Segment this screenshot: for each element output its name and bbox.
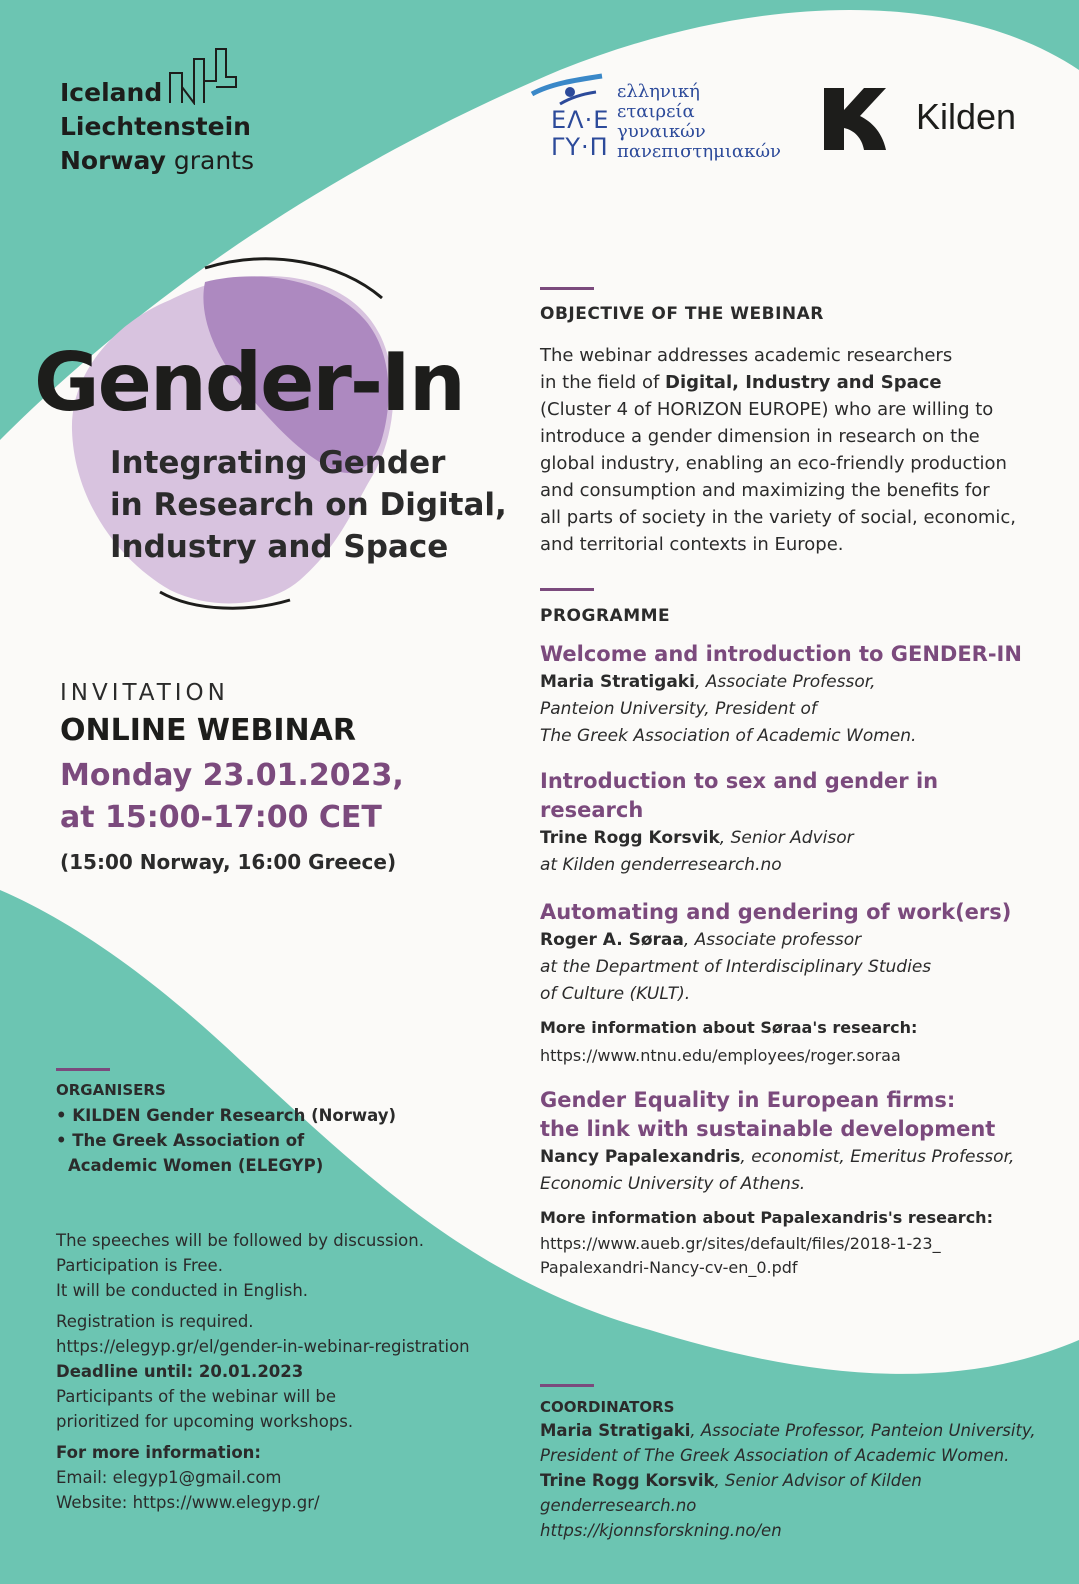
organisers-heading: ORGANISERS [56, 1081, 166, 1099]
objective-rule [540, 287, 594, 290]
coordinators-list [540, 1418, 1060, 1543]
more-info-label: More information about Søraa's research: [540, 1018, 918, 1037]
talk-title: Introduction to sex and gender in research [540, 769, 939, 822]
coordinator-item: Trine Rogg Korsvik, Senior Advisor of Kilden genderresearch.no [540, 1471, 922, 1515]
objective-line: and consumption and maximizing the benefits for [540, 480, 990, 501]
elegyp-line1: ελληνική [617, 81, 700, 102]
objective-line: introduce a gender dimension in research on the [540, 426, 980, 447]
research-link[interactable]: https://www.aueb.gr/sites/default/files/2018-1-23_ [540, 1234, 941, 1253]
info-line: The speeches will be followed by discussion. [56, 1231, 424, 1250]
elegyp-line2: εταιρεία [617, 101, 695, 122]
talk-title: Automating and gendering of work(ers) [540, 900, 1012, 924]
research-link-cont[interactable]: Papalexandri-Nancy-cv-en_0.pdf [540, 1258, 798, 1277]
talk-1 [540, 640, 1040, 750]
registration-deadline: Deadline until: 20.01.2023 [56, 1362, 304, 1381]
organisers-list [56, 1103, 396, 1178]
organiser-item-cont: Academic Women (ELEGYP) [68, 1156, 324, 1175]
kilden-wordmark: Kilden [916, 96, 1017, 137]
coordinators-heading: COORDINATORS [540, 1398, 675, 1416]
event-local-times: (15:00 Norway, 16:00 Greece) [60, 850, 397, 874]
elegyp-line3: γυναικών [617, 121, 706, 142]
eea-grants-word: grants [173, 146, 255, 175]
talk-speaker-detail: Economic University of Athens. [540, 1174, 806, 1194]
talk-speaker: Trine Rogg Korsvik, Senior Advisor [540, 828, 854, 848]
info-line: prioritized for upcoming workshops. [56, 1412, 354, 1431]
info-line: Participants of the webinar will be [56, 1387, 337, 1406]
webinar-type: ONLINE WEBINAR [60, 713, 356, 748]
organiser-item: • KILDEN Gender Research (Norway) [56, 1106, 397, 1125]
page-title: Gender-In [34, 336, 464, 429]
talk-4 [540, 1086, 1050, 1280]
talk-speaker-detail: at Kilden genderresearch.no [540, 855, 782, 875]
talk-speaker: Roger A. Søraa, Associate professor [540, 930, 862, 950]
practical-info [56, 1228, 470, 1515]
contact-email[interactable]: Email: elegyp1@gmail.com [56, 1468, 282, 1487]
page-subtitle [110, 442, 530, 568]
objective-line: in the field of Digital, Industry and Space [540, 372, 942, 393]
info-line: It will be conducted in English. [56, 1281, 309, 1300]
eea-line1: Iceland [60, 78, 163, 107]
elegyp-mark-top: ΕΛ·Ε [551, 106, 610, 134]
talk-speaker-detail: at the Department of Interdisciplinary Studies [540, 957, 932, 977]
programme-rule [540, 588, 594, 591]
invitation-label: INVITATION [60, 680, 229, 706]
talk-speaker: Nancy Papalexandris, economist, Emeritus Professor, [540, 1147, 1015, 1167]
elegyp-mark-bottom: ΓΥ·Π [551, 133, 609, 161]
objective-line: and territorial contexts in Europe. [540, 534, 844, 555]
research-link[interactable]: https://www.ntnu.edu/employees/roger.soraa [540, 1046, 901, 1065]
subtitle-line3: Industry and Space [110, 529, 449, 565]
subtitle-line2: in Research on Digital, [110, 487, 507, 523]
organisers-rule [56, 1068, 110, 1071]
objective-heading: OBJECTIVE OF THE WEBINAR [540, 304, 824, 324]
eea-skyline-icon [168, 47, 238, 105]
coordinator-link[interactable]: https://kjonnsforskning.no/en [540, 1521, 782, 1540]
talk-title: Gender Equality in European firms: [540, 1088, 956, 1112]
event-datetime [60, 755, 404, 839]
info-line: Participation is Free. [56, 1256, 223, 1275]
event-time: at 15:00-17:00 CET [60, 800, 382, 835]
registration-link[interactable]: https://elegyp.gr/el/gender-in-webinar-registration [56, 1337, 470, 1356]
objective-line: The webinar addresses academic researchers [540, 345, 953, 366]
coordinator-item: Maria Stratigaki, Associate Professor, Panteion University, [540, 1421, 1036, 1440]
more-info-label: More information about Papalexandris's research: [540, 1208, 993, 1227]
subtitle-line1: Integrating Gender [110, 445, 446, 481]
talk-3 [540, 898, 1040, 1070]
objective-line: (Cluster 4 of HORIZON EUROPE) who are willing to [540, 399, 994, 420]
coordinators-rule [540, 1384, 594, 1387]
contact-website[interactable]: Website: https://www.elegyp.gr/ [56, 1493, 320, 1512]
talk-speaker-detail: of Culture (KULT). [540, 984, 691, 1004]
elegyp-line4: πανεπιστημιακών [617, 141, 781, 162]
talk-speaker-detail: The Greek Association of Academic Women. [540, 726, 917, 746]
objective-line: global industry, enabling an eco-friendly production [540, 453, 1007, 474]
eea-line2: Liechtenstein [60, 112, 251, 141]
organiser-item: • The Greek Association of [56, 1131, 305, 1150]
eea-line3: Norway [60, 146, 166, 175]
elegyp-wordmark [617, 82, 781, 162]
event-date: Monday 23.01.2023, [60, 758, 404, 793]
more-info-heading: For more information: [56, 1443, 262, 1462]
elegyp-mark [551, 107, 609, 161]
objective-body [540, 342, 1040, 558]
talk-title: Welcome and introduction to GENDER-IN [540, 642, 1022, 666]
talk-speaker: Maria Stratigaki, Associate Professor, [540, 672, 876, 692]
objective-line: all parts of society in the variety of social, economic, [540, 507, 1017, 528]
coordinator-detail: President of The Greek Association of Academic Women. [540, 1446, 1010, 1465]
registration-note: Registration is required. [56, 1312, 254, 1331]
talk-2 [540, 767, 1040, 879]
talk-speaker-detail: Panteion University, President of [540, 699, 817, 719]
programme-heading: PROGRAMME [540, 606, 671, 626]
kilden-logo-icon [820, 84, 890, 154]
talk-title-cont: the link with sustainable development [540, 1117, 996, 1141]
